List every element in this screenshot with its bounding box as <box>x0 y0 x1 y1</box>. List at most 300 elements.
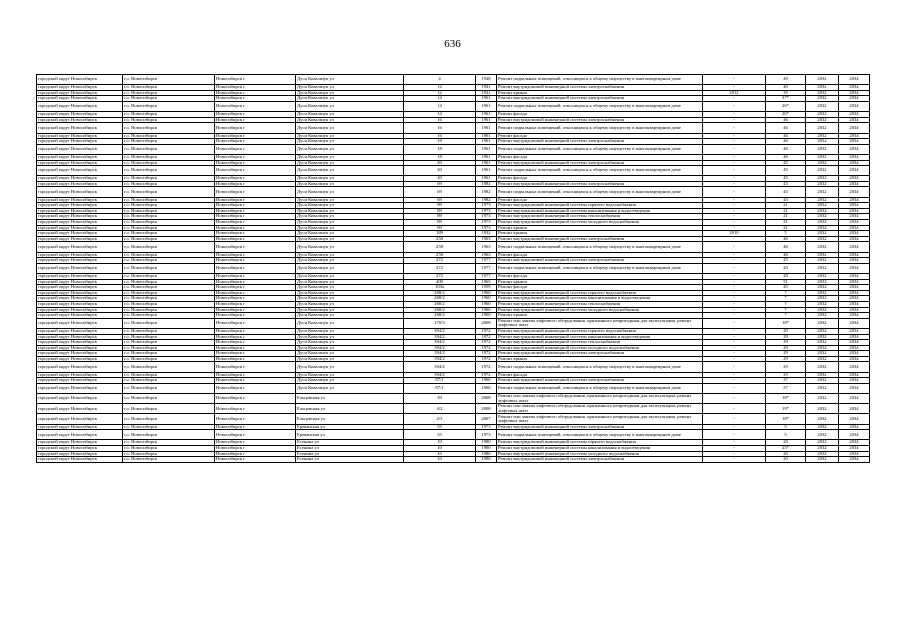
last-repair-year-cell: - <box>703 85 766 91</box>
period-end-cell: 2034 <box>839 231 870 237</box>
municipal-district-cell: городской округ Новосибирск <box>37 203 123 209</box>
house-number-cell: 14 <box>404 96 476 102</box>
last-repair-year-cell: - <box>703 273 766 279</box>
period-end-cell: 2034 <box>839 273 870 279</box>
wear-percent-cell: 21 <box>766 225 806 231</box>
municipality-cell: г.о. Новосибирск <box>123 85 215 91</box>
street-cell: Дуси Ковальчук ул <box>296 242 404 252</box>
last-repair-year-cell: - <box>703 96 766 102</box>
municipal-district-cell: городской округ Новосибирск <box>37 187 123 197</box>
street-cell: Дуси Ковальчук ул <box>296 220 404 226</box>
build-year-cell: 1973 <box>476 430 497 440</box>
build-year-cell: 1960 <box>476 307 497 313</box>
municipality-cell: г.о. Новосибирск <box>123 318 215 328</box>
municipal-district-cell: городской округ Новосибирск <box>37 356 123 362</box>
settlement-cell: Новосибирск г <box>215 290 296 296</box>
period-start-cell: 2032 <box>806 296 839 302</box>
municipal-district-cell: городской округ Новосибирск <box>37 296 123 302</box>
street-cell: Дуси Ковальчук ул <box>296 340 404 346</box>
street-cell: Дуси Ковальчук ул <box>296 144 404 154</box>
wear-percent-cell: 46 <box>766 242 806 252</box>
street-cell: Дуси Ковальчук ул <box>296 96 404 102</box>
municipal-district-cell: городской округ Новосибирск <box>37 85 123 91</box>
period-start-cell: 2032 <box>806 144 839 154</box>
last-repair-year-cell: - <box>703 154 766 160</box>
period-end-cell: 2034 <box>839 328 870 334</box>
page-number: 636 <box>444 38 461 50</box>
house-number-cell: 20 <box>404 166 476 176</box>
period-end-cell: 2034 <box>839 440 870 446</box>
settlement-cell: Новосибирск г <box>215 345 296 351</box>
work-type-cell: Ремонт внутридомовой инженерной системы холодного водоснабжения <box>497 307 703 313</box>
street-cell: Дуси Ковальчук ул <box>296 197 404 203</box>
street-cell: Ельцовская ул <box>296 394 404 404</box>
municipality-cell: г.о. Новосибирск <box>123 394 215 404</box>
settlement-cell: Новосибирск г <box>215 296 296 302</box>
municipal-district-cell: городской округ Новосибирск <box>37 101 123 111</box>
street-cell: Ельцовская ул <box>296 404 404 414</box>
municipal-district-cell: городской округ Новосибирск <box>37 328 123 334</box>
wear-percent-cell: 43 <box>766 197 806 203</box>
work-type-cell: Ремонт внутридомовой инженерной системы электроснабжения <box>497 351 703 357</box>
build-year-cell: 1982 <box>476 181 497 187</box>
wear-percent-cell: 37 <box>766 383 806 393</box>
work-type-cell: Ремонт фасада <box>497 273 703 279</box>
house-number-cell: 55 <box>404 424 476 430</box>
work-type-cell: Ремонт внутридомовой инженерной системы теплоснабжения <box>497 340 703 346</box>
settlement-cell: Новосибирск г <box>215 144 296 154</box>
wear-percent-cell: 43 <box>766 181 806 187</box>
period-start-cell: 2032 <box>806 214 839 220</box>
municipal-district-cell: городской округ Новосибирск <box>37 424 123 430</box>
period-end-cell: 2034 <box>839 117 870 123</box>
wear-percent-cell: 45 <box>766 176 806 182</box>
wear-percent-cell: 45 <box>766 166 806 176</box>
last-repair-year-cell: - <box>703 197 766 203</box>
period-start-cell: 2032 <box>806 197 839 203</box>
house-number-cell: 394/2 <box>404 328 476 334</box>
wear-percent-cell: 7 <box>766 301 806 307</box>
period-end-cell: 2034 <box>839 214 870 220</box>
wear-percent-cell: 18* <box>766 318 806 328</box>
municipal-district-cell: городской округ Новосибирск <box>37 457 123 463</box>
house-number-cell: 258 <box>404 236 476 242</box>
last-repair-year-cell: - <box>703 208 766 214</box>
settlement-cell: Новосибирск г <box>215 85 296 91</box>
municipal-district-cell: городской округ Новосибирск <box>37 139 123 145</box>
wear-percent-cell: 20 <box>766 451 806 457</box>
street-cell: Дуси Ковальчук ул <box>296 123 404 133</box>
wear-percent-cell: 20 <box>766 457 806 463</box>
period-start-cell: 2032 <box>806 208 839 214</box>
last-repair-year-cell: - <box>703 340 766 346</box>
settlement-cell: Новосибирск г <box>215 181 296 187</box>
municipal-district-cell: городской округ Новосибирск <box>37 144 123 154</box>
municipal-district-cell: городской округ Новосибирск <box>37 290 123 296</box>
work-type-cell: Ремонт внутридомовой инженерной системы электроснабжения <box>497 139 703 145</box>
build-year-cell: 1961 <box>476 133 497 139</box>
municipality-cell: г.о. Новосибирск <box>123 90 215 96</box>
work-type-cell: Ремонт внутридомовой инженерной системы электроснабжения <box>497 258 703 264</box>
period-start-cell: 2032 <box>806 445 839 451</box>
work-type-cell: Ремонт подвальных помещений, относящихся к общему имуществу в многоквартирном доме <box>497 383 703 393</box>
last-repair-year-cell: - <box>703 220 766 226</box>
settlement-cell: Новосибирск г <box>215 231 296 237</box>
work-type-cell: Ремонт внутридомовой инженерной системы горячего водоснабжения <box>497 290 703 296</box>
last-repair-year-cell: - <box>703 75 766 85</box>
settlement-cell: Новосибирск г <box>215 252 296 258</box>
settlement-cell: Новосибирск г <box>215 328 296 334</box>
street-cell: Дуси Ковальчук ул <box>296 176 404 182</box>
period-start-cell: 2032 <box>806 404 839 414</box>
last-repair-year-cell: - <box>703 307 766 313</box>
municipality-cell: г.о. Новосибирск <box>123 378 215 384</box>
build-year-cell: 1973 <box>476 203 497 209</box>
street-cell: Дуси Ковальчук ул <box>296 75 404 85</box>
street-cell: Дуси Ковальчук ул <box>296 356 404 362</box>
wear-percent-cell: 29 <box>766 356 806 362</box>
period-start-cell: 2032 <box>806 414 839 424</box>
street-cell: Дуси Ковальчук ул <box>296 328 404 334</box>
period-end-cell: 2034 <box>839 225 870 231</box>
last-repair-year-cell: - <box>703 139 766 145</box>
house-number-cell: 272 <box>404 258 476 264</box>
municipal-district-cell: городской округ Новосибирск <box>37 197 123 203</box>
house-number-cell: 103а <box>404 285 476 291</box>
wear-percent-cell: 37 <box>766 378 806 384</box>
wear-percent-cell: 29 <box>766 328 806 334</box>
street-cell: Дуси Ковальчук ул <box>296 313 404 319</box>
period-end-cell: 2034 <box>839 176 870 182</box>
wear-percent-cell: 7 <box>766 313 806 319</box>
street-cell: Ельцовская ул <box>296 414 404 424</box>
last-repair-year-cell: - <box>703 279 766 285</box>
work-type-cell: Ремонт внутридомовой инженерной системы электроснабжения <box>497 117 703 123</box>
wear-percent-cell: 45 <box>766 160 806 166</box>
period-start-cell: 2032 <box>806 220 839 226</box>
street-cell: Дуси Ковальчук ул <box>296 208 404 214</box>
house-number-cell: 270/3 <box>404 318 476 328</box>
work-type-cell: Ремонт внутридомовой инженерной системы электроснабжения <box>497 236 703 242</box>
wear-percent-cell: 21 <box>766 203 806 209</box>
street-cell: Дуси Ковальчук ул <box>296 252 404 258</box>
build-year-cell: 1960 <box>476 301 497 307</box>
work-type-cell: Ремонт фасада <box>497 372 703 378</box>
work-type-cell: Ремонт внутридомовой инженерной системы теплоснабжения <box>497 214 703 220</box>
last-repair-year-cell: - <box>703 301 766 307</box>
house-number-cell: 394/2 <box>404 334 476 340</box>
build-year-cell: 1963 <box>476 242 497 252</box>
municipality-cell: г.о. Новосибирск <box>123 362 215 372</box>
build-year-cell: 1972 <box>476 356 497 362</box>
wear-percent-cell: 46 <box>766 133 806 139</box>
settlement-cell: Новосибирск г <box>215 334 296 340</box>
settlement-cell: Новосибирск г <box>215 457 296 463</box>
municipal-district-cell: городской округ Новосибирск <box>37 176 123 182</box>
build-year-cell: 2008 <box>476 394 497 404</box>
period-start-cell: 2032 <box>806 225 839 231</box>
period-end-cell: 2034 <box>839 307 870 313</box>
municipal-district-cell: городской округ Новосибирск <box>37 372 123 378</box>
period-start-cell: 2032 <box>806 187 839 197</box>
last-repair-year-cell: - <box>703 404 766 414</box>
street-cell: Дуси Ковальчук ул <box>296 290 404 296</box>
table-row <box>37 457 870 463</box>
table-row <box>37 123 870 133</box>
work-type-cell: Ремонт внутридомовой инженерной системы холодного водоснабжения <box>497 451 703 457</box>
street-cell: Дуси Ковальчук ул <box>296 90 404 96</box>
street-cell: Дуси Ковальчук ул <box>296 203 404 209</box>
work-type-cell: Ремонт подвальных помещений, относящихся к общему имуществу в многоквартирном доме <box>497 263 703 273</box>
municipality-cell: г.о. Новосибирск <box>123 181 215 187</box>
municipality-cell: г.о. Новосибирск <box>123 144 215 154</box>
period-end-cell: 2034 <box>839 96 870 102</box>
period-start-cell: 2032 <box>806 273 839 279</box>
table-row <box>37 144 870 154</box>
last-repair-year-cell: - <box>703 457 766 463</box>
house-number-cell: 268/2 <box>404 307 476 313</box>
settlement-cell: Новосибирск г <box>215 160 296 166</box>
municipality-cell: г.о. Новосибирск <box>123 451 215 457</box>
table-row <box>37 383 870 393</box>
build-year-cell: 1961 <box>476 117 497 123</box>
municipal-district-cell: городской округ Новосибирск <box>37 414 123 424</box>
period-end-cell: 2034 <box>839 242 870 252</box>
house-number-cell: 4/2 <box>404 404 476 414</box>
wear-percent-cell: 21 <box>766 220 806 226</box>
period-start-cell: 2032 <box>806 285 839 291</box>
street-cell: Дуси Ковальчук ул <box>296 351 404 357</box>
house-number-cell: 14 <box>404 112 476 118</box>
street-cell: Есенина ул <box>296 440 404 446</box>
period-start-cell: 2032 <box>806 334 839 340</box>
build-year-cell: 1960 <box>476 313 497 319</box>
wear-percent-cell: 46 <box>766 252 806 258</box>
build-year-cell: 1959 <box>476 285 497 291</box>
wear-percent-cell: 25 <box>766 258 806 264</box>
municipality-cell: г.о. Новосибирск <box>123 301 215 307</box>
period-end-cell: 2034 <box>839 208 870 214</box>
street-cell: Дуси Ковальчук ул <box>296 372 404 378</box>
house-number-cell: 89 <box>404 225 476 231</box>
build-year-cell: 1973 <box>476 208 497 214</box>
municipal-district-cell: городской округ Новосибирск <box>37 220 123 226</box>
settlement-cell: Новосибирск г <box>215 139 296 145</box>
period-start-cell: 2032 <box>806 362 839 372</box>
period-start-cell: 2032 <box>806 252 839 258</box>
table-row <box>37 414 870 424</box>
table-row <box>37 430 870 440</box>
period-end-cell: 2034 <box>839 378 870 384</box>
settlement-cell: Новосибирск г <box>215 208 296 214</box>
work-type-cell: Ремонт крыши <box>497 279 703 285</box>
period-end-cell: 2034 <box>839 154 870 160</box>
build-year-cell: 1980 <box>476 451 497 457</box>
street-cell: Дуси Ковальчук ул <box>296 334 404 340</box>
settlement-cell: Новосибирск г <box>215 117 296 123</box>
municipal-district-cell: городской округ Новосибирск <box>37 334 123 340</box>
build-year-cell: 1972 <box>476 328 497 334</box>
municipal-district-cell: городской округ Новосибирск <box>37 258 123 264</box>
house-number-cell: 89 <box>404 203 476 209</box>
municipal-district-cell: городской округ Новосибирск <box>37 225 123 231</box>
period-end-cell: 2034 <box>839 394 870 404</box>
street-cell: Дуси Ковальчук ул <box>296 166 404 176</box>
house-number-cell: 18 <box>404 154 476 160</box>
settlement-cell: Новосибирск г <box>215 313 296 319</box>
street-cell: Дуси Ковальчук ул <box>296 378 404 384</box>
period-start-cell: 2032 <box>806 313 839 319</box>
period-end-cell: 2034 <box>839 285 870 291</box>
last-repair-year-cell: - <box>703 430 766 440</box>
house-number-cell: 394/2 <box>404 345 476 351</box>
municipal-district-cell: городской округ Новосибирск <box>37 430 123 440</box>
settlement-cell: Новосибирск г <box>215 263 296 273</box>
municipality-cell: г.о. Новосибирск <box>123 75 215 85</box>
municipal-district-cell: городской округ Новосибирск <box>37 362 123 372</box>
work-type-cell: Ремонт внутридомовой инженерной системы горячего водоснабжения <box>497 203 703 209</box>
last-repair-year-cell: - <box>703 166 766 176</box>
house-number-cell: 20 <box>404 160 476 166</box>
period-start-cell: 2032 <box>806 424 839 430</box>
build-year-cell: 1960 <box>476 296 497 302</box>
municipality-cell: г.о. Новосибирск <box>123 252 215 258</box>
street-cell: Есенина ул <box>296 457 404 463</box>
municipality-cell: г.о. Новосибирск <box>123 430 215 440</box>
period-end-cell: 2034 <box>839 181 870 187</box>
last-repair-year-cell: - <box>703 263 766 273</box>
build-year-cell: 1963 <box>476 236 497 242</box>
period-start-cell: 2032 <box>806 440 839 446</box>
build-year-cell: 1982 <box>476 187 497 197</box>
build-year-cell: 1961 <box>476 123 497 133</box>
table-row <box>37 318 870 328</box>
street-cell: Дуси Ковальчук ул <box>296 117 404 123</box>
build-year-cell: 1941 <box>476 85 497 91</box>
period-start-cell: 2032 <box>806 96 839 102</box>
last-repair-year-cell: - <box>703 236 766 242</box>
settlement-cell: Новосибирск г <box>215 214 296 220</box>
period-start-cell: 2032 <box>806 328 839 334</box>
municipality-cell: г.о. Новосибирск <box>123 273 215 279</box>
build-year-cell: 1972 <box>476 372 497 378</box>
build-year-cell: 1965 <box>476 279 497 285</box>
municipality-cell: г.о. Новосибирск <box>123 139 215 145</box>
municipal-district-cell: городской округ Новосибирск <box>37 263 123 273</box>
settlement-cell: Новосибирск г <box>215 273 296 279</box>
street-cell: Дуси Ковальчук ул <box>296 160 404 166</box>
work-type-cell: Ремонт или замена лифтового оборудования, признанного непригодным для эксплуатации, ремонт лифтовых шахт <box>497 318 703 328</box>
municipal-district-cell: городской округ Новосибирск <box>37 318 123 328</box>
street-cell: Дуси Ковальчук ул <box>296 362 404 372</box>
municipal-district-cell: городской округ Новосибирск <box>37 231 123 237</box>
period-start-cell: 2032 <box>806 318 839 328</box>
period-end-cell: 2034 <box>839 252 870 258</box>
wear-percent-cell: 5 <box>766 430 806 440</box>
last-repair-year-cell: - <box>703 445 766 451</box>
wear-percent-cell: 49 <box>766 75 806 85</box>
municipality-cell: г.о. Новосибирск <box>123 340 215 346</box>
municipal-district-cell: городской округ Новосибирск <box>37 154 123 160</box>
municipal-district-cell: городской округ Новосибирск <box>37 279 123 285</box>
house-number-cell: 39 <box>404 394 476 404</box>
house-number-cell: 10 <box>404 451 476 457</box>
work-type-cell: Ремонт подвальных помещений, относящихся к общему имуществу в многоквартирном доме <box>497 187 703 197</box>
wear-percent-cell: 7 <box>766 290 806 296</box>
municipality-cell: г.о. Новосибирск <box>123 383 215 393</box>
settlement-cell: Новосибирск г <box>215 351 296 357</box>
settlement-cell: Новосибирск г <box>215 90 296 96</box>
last-repair-year-cell: - <box>703 328 766 334</box>
wear-percent-cell: 20 <box>766 263 806 273</box>
municipal-district-cell: городской округ Новосибирск <box>37 236 123 242</box>
settlement-cell: Новосибирск г <box>215 123 296 133</box>
period-end-cell: 2034 <box>839 383 870 393</box>
last-repair-year-cell: - <box>703 176 766 182</box>
last-repair-year-cell: - <box>703 345 766 351</box>
wear-percent-cell: 46 <box>766 144 806 154</box>
municipality-cell: г.о. Новосибирск <box>123 440 215 446</box>
wear-percent-cell: 29 <box>766 345 806 351</box>
municipality-cell: г.о. Новосибирск <box>123 414 215 424</box>
street-cell: Есенина ул <box>296 451 404 457</box>
period-start-cell: 2032 <box>806 123 839 133</box>
municipal-district-cell: городской округ Новосибирск <box>37 351 123 357</box>
last-repair-year-cell: - <box>703 144 766 154</box>
last-repair-year-cell: - <box>703 394 766 404</box>
work-type-cell: Ремонт фасада <box>497 154 703 160</box>
municipal-district-cell: городской округ Новосибирск <box>37 285 123 291</box>
street-cell: Дуси Ковальчук ул <box>296 307 404 313</box>
work-type-cell: Ремонт внутридомовой инженерной системы электроснабжения <box>497 457 703 463</box>
work-type-cell: Ремонт внутридомовой инженерной системы горячего водоснабжения <box>497 440 703 446</box>
settlement-cell: Новосибирск г <box>215 242 296 252</box>
period-end-cell: 2034 <box>839 75 870 85</box>
municipal-district-cell: городской округ Новосибирск <box>37 123 123 133</box>
street-cell: Дуси Ковальчук ул <box>296 101 404 111</box>
last-repair-year-cell: - <box>703 160 766 166</box>
period-end-cell: 2034 <box>839 133 870 139</box>
municipal-district-cell: городской округ Новосибирск <box>37 340 123 346</box>
build-year-cell: 1961 <box>476 154 497 160</box>
municipality-cell: г.о. Новосибирск <box>123 154 215 160</box>
wear-percent-cell: 29 <box>766 351 806 357</box>
last-repair-year-cell: - <box>703 383 766 393</box>
street-cell: Дуси Ковальчук ул <box>296 318 404 328</box>
settlement-cell: Новосибирск г <box>215 424 296 430</box>
municipal-district-cell: городской округ Новосибирск <box>37 301 123 307</box>
build-year-cell: 1961 <box>476 166 497 176</box>
settlement-cell: Новосибирск г <box>215 414 296 424</box>
municipal-district-cell: городской округ Новосибирск <box>37 181 123 187</box>
work-type-cell: Ремонт или замена лифтового оборудования, признанного непригодным для эксплуатации, ремонт лифтовых шахт <box>497 414 703 424</box>
work-type-cell: Ремонт внутридомовой инженерной системы холодного водоснабжения <box>497 345 703 351</box>
house-number-cell: 16 <box>404 117 476 123</box>
municipality-cell: г.о. Новосибирск <box>123 112 215 118</box>
settlement-cell: Новосибирск г <box>215 197 296 203</box>
house-number-cell: 2/3 <box>404 414 476 424</box>
municipal-district-cell: городской округ Новосибирск <box>37 313 123 319</box>
house-number-cell: 268/2 <box>404 301 476 307</box>
work-type-cell: Ремонт внутридомовой инженерной системы канализования и водоотведения <box>497 296 703 302</box>
period-start-cell: 2032 <box>806 351 839 357</box>
build-year-cell: 1980 <box>476 440 497 446</box>
house-number-cell: 69 <box>404 197 476 203</box>
wear-percent-cell: 18* <box>766 414 806 424</box>
build-year-cell: 1961 <box>476 176 497 182</box>
period-start-cell: 2032 <box>806 394 839 404</box>
period-start-cell: 2032 <box>806 372 839 378</box>
